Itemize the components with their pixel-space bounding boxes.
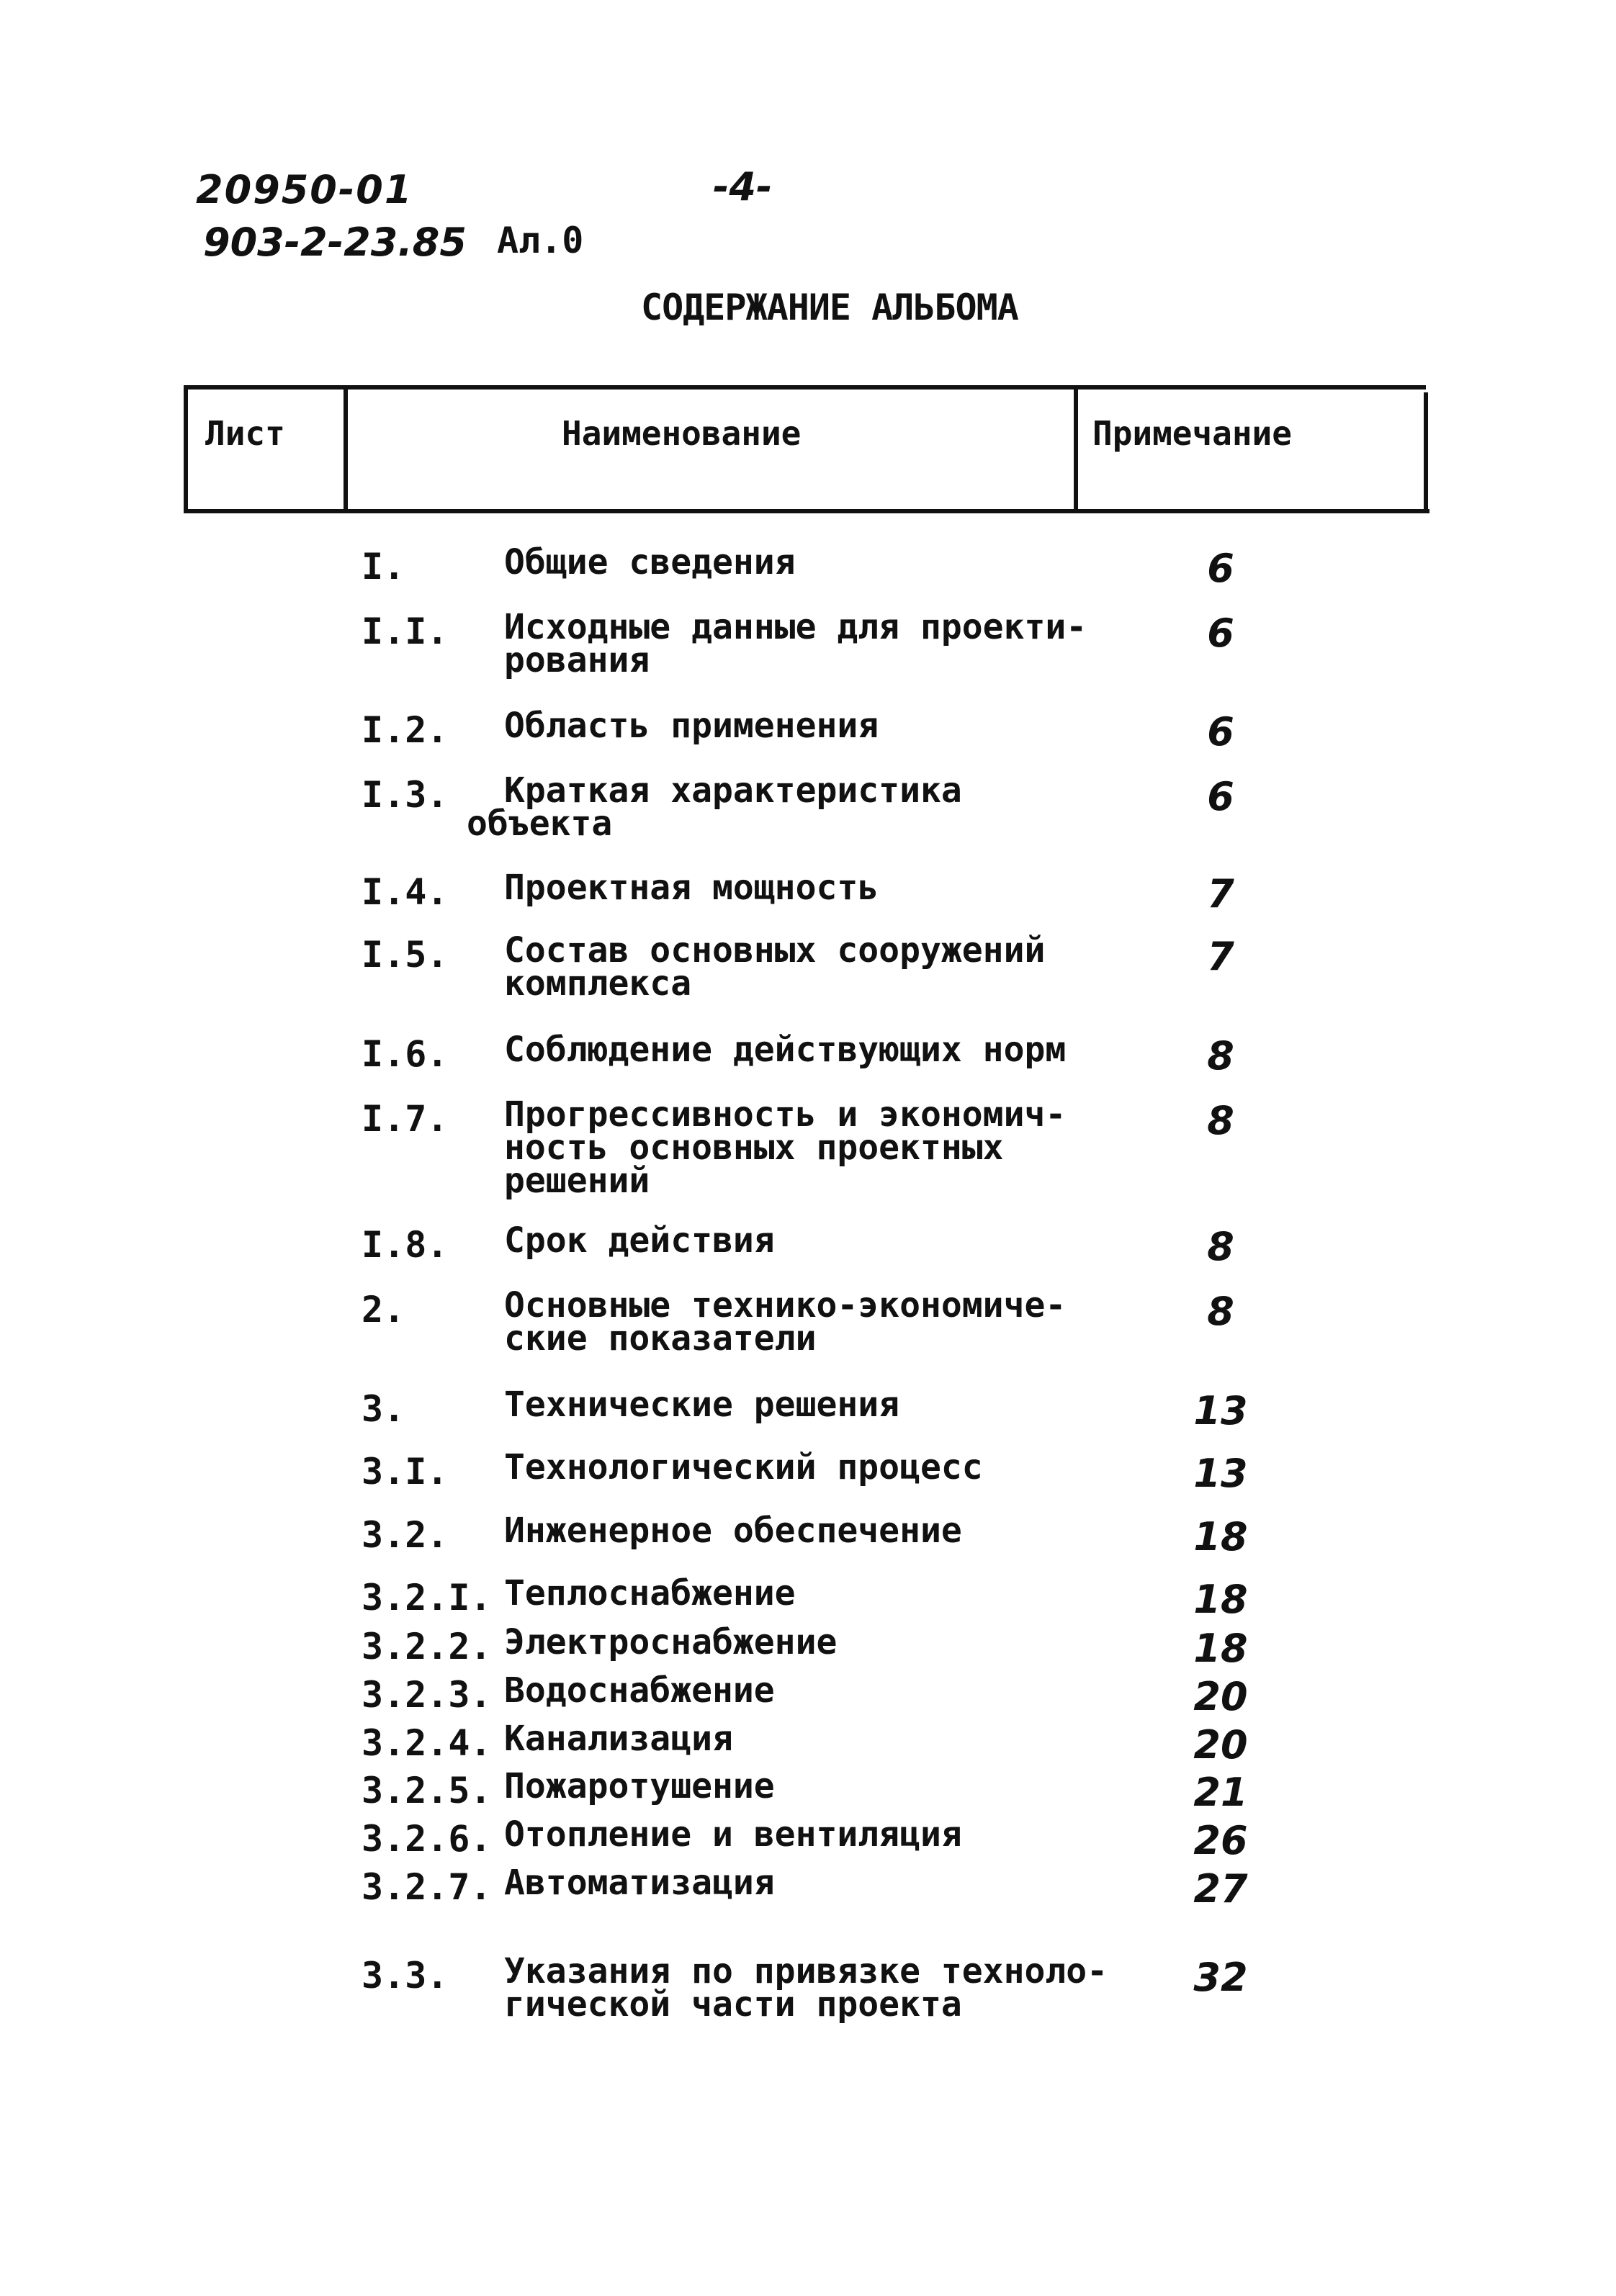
toc-entry-number: 3.2. <box>362 1514 449 1556</box>
toc-entry-title <box>504 1385 900 1425</box>
toc-entry-page: 26 <box>1193 1818 1248 1863</box>
toc-entry-page: 7 <box>1207 871 1234 917</box>
toc-entry-page: 18 <box>1193 1514 1248 1559</box>
toc-entry-number: 3.3. <box>362 1955 449 1996</box>
toc-entry-number: I.4. <box>362 871 449 913</box>
toc-entry-title-line: Основные технико-экономиче- <box>504 1285 1067 1325</box>
toc-entry-page: 27 <box>1193 1866 1248 1912</box>
toc-entry-page: 8 <box>1207 1289 1234 1334</box>
toc-entry-title <box>504 1094 1067 1201</box>
toc-entry-title <box>467 770 962 844</box>
header-divider-2 <box>1074 385 1078 513</box>
inventory-number: 20950-01 <box>196 167 413 212</box>
toc-entry-page: 6 <box>1207 709 1234 755</box>
toc-entry-page: 8 <box>1207 1033 1234 1079</box>
toc-entry-number: 3.2.3. <box>362 1674 492 1716</box>
toc-entry-page: 18 <box>1193 1577 1248 1622</box>
toc-entry-number: 3.2.4. <box>362 1722 492 1764</box>
toc-entry-title <box>504 868 879 908</box>
toc-entry-number: 3.2.5. <box>362 1770 492 1811</box>
toc-entry-title-line: Водоснабжение <box>504 1670 775 1711</box>
toc-entry-title-line: Технологический процесс <box>504 1447 983 1487</box>
toc-entry-number: 2. <box>362 1289 405 1331</box>
toc-entry-number: I.7. <box>362 1098 449 1140</box>
column-header-name: Наименование <box>562 414 802 453</box>
toc-entry-number: I.6. <box>362 1033 449 1075</box>
toc-entry-title <box>504 1511 962 1551</box>
toc-entry-page: 13 <box>1193 1451 1248 1496</box>
toc-entry-title-line: решений <box>504 1161 650 1201</box>
toc-entry-title <box>504 1285 1067 1359</box>
toc-entry-title <box>504 1951 1108 2025</box>
toc-entry-page: 8 <box>1207 1224 1234 1269</box>
header-right-border <box>1424 392 1428 511</box>
toc-entry-number: I.5. <box>362 934 449 976</box>
header-divider-1 <box>344 385 348 513</box>
toc-entry-page: 6 <box>1207 546 1234 591</box>
toc-entry-title-line: Отопление и вентиляция <box>504 1814 962 1855</box>
column-header-sheet: Лист <box>205 414 285 453</box>
toc-entry-title <box>504 1670 775 1711</box>
toc-entry-title <box>504 1220 775 1261</box>
toc-entry-title-line: Соблюдение действующих норм <box>504 1030 1067 1070</box>
toc-entry-title-line: гической части проекта <box>504 1984 962 2025</box>
toc-entry-title-line: ность основных проектных <box>504 1127 1004 1168</box>
document-code <box>203 220 467 265</box>
toc-entry-page: 13 <box>1193 1388 1248 1433</box>
toc-entry-title-line: Канализация <box>504 1719 733 1759</box>
toc-entry-page: 8 <box>1207 1098 1234 1143</box>
toc-entry-title <box>504 1447 983 1487</box>
toc-entry-number: 3. <box>362 1388 405 1430</box>
toc-entry-title-line: Проектная мощность <box>504 868 879 908</box>
toc-entry-number: I.8. <box>362 1224 449 1266</box>
toc-entry-title <box>504 1573 796 1613</box>
toc-entry-title <box>504 1719 733 1759</box>
header-left-border <box>184 385 188 513</box>
toc-entry-number: 3.2.2. <box>362 1626 492 1667</box>
toc-entry-title-line: объекта <box>467 803 613 844</box>
toc-entry-title <box>504 1863 775 1903</box>
toc-entry-title <box>504 1030 1067 1070</box>
toc-entry-title <box>504 706 879 746</box>
toc-entry-title-line: Срок действия <box>504 1220 775 1261</box>
toc-entry-title-line: Область применения <box>504 706 879 746</box>
toc-entry-title-line: Автоматизация <box>504 1863 775 1903</box>
toc-entry-title-line: Пожаротушение <box>504 1766 775 1806</box>
header-bottom-border <box>184 509 1429 513</box>
toc-entry-title-line: Состав основных сооружений <box>504 930 1046 971</box>
toc-entry-number: 3.2.I. <box>362 1577 492 1619</box>
table-header <box>184 385 1429 515</box>
document-code-text: 903-2-23.85 <box>203 220 467 265</box>
toc-entry-title-line: Прогрессивность и экономич- <box>504 1094 1067 1135</box>
toc-entry-title <box>504 930 1046 1004</box>
toc-entry-title <box>504 1814 962 1855</box>
toc-entry-title <box>504 1766 775 1806</box>
toc-entry-title-line: ские показатели <box>504 1318 817 1359</box>
toc-entry-page: 21 <box>1193 1770 1248 1815</box>
toc-entry-page: 18 <box>1193 1626 1248 1671</box>
toc-entry-title-line: Инженерное обеспечение <box>504 1511 962 1551</box>
toc-entry-title-line: Краткая характеристика <box>504 770 962 811</box>
toc-entry-title-line: Теплоснабжение <box>504 1573 796 1613</box>
toc-entry-title-line: Технические решения <box>504 1385 900 1425</box>
toc-entry-page: 6 <box>1207 774 1234 819</box>
toc-entry-title <box>504 1622 838 1662</box>
toc-entry-title-line: Общие сведения <box>504 542 796 582</box>
toc-entry-number: I.I. <box>362 611 449 652</box>
page-title: СОДЕРЖАНИЕ АЛЬБОМА <box>641 287 1018 328</box>
toc-entry-page: 6 <box>1207 611 1234 656</box>
toc-entry-number: I.3. <box>362 774 449 816</box>
toc-entry-title-line: комплекса <box>504 963 692 1004</box>
toc-entry-title <box>504 542 796 582</box>
toc-entry-page: 32 <box>1193 1955 1248 2000</box>
page-number: -4- <box>713 164 773 210</box>
toc-entry-title-line: Указания по привязке техноло- <box>504 1951 1108 1991</box>
header-top-border <box>184 385 1426 390</box>
toc-entry-page: 20 <box>1193 1722 1248 1768</box>
toc-entry-title-line: рования <box>504 640 650 680</box>
toc-entry-page: 20 <box>1193 1674 1248 1719</box>
toc-entry-title-line: Электроснабжение <box>504 1622 838 1662</box>
toc-entry-number: I.2. <box>362 709 449 751</box>
toc-entry-title <box>504 607 1087 680</box>
toc-entry-number: 3.I. <box>362 1451 449 1493</box>
toc-entry-number: 3.2.6. <box>362 1818 492 1860</box>
toc-entry-number: 3.2.7. <box>362 1866 492 1908</box>
column-header-note: Примечание <box>1092 414 1292 453</box>
toc-entry-number: I. <box>362 546 405 587</box>
toc-entry-page: 7 <box>1207 934 1234 979</box>
toc-entry-title-line: Исходные данные для проекти- <box>504 607 1087 647</box>
album-label: Ал.0 <box>497 220 584 261</box>
